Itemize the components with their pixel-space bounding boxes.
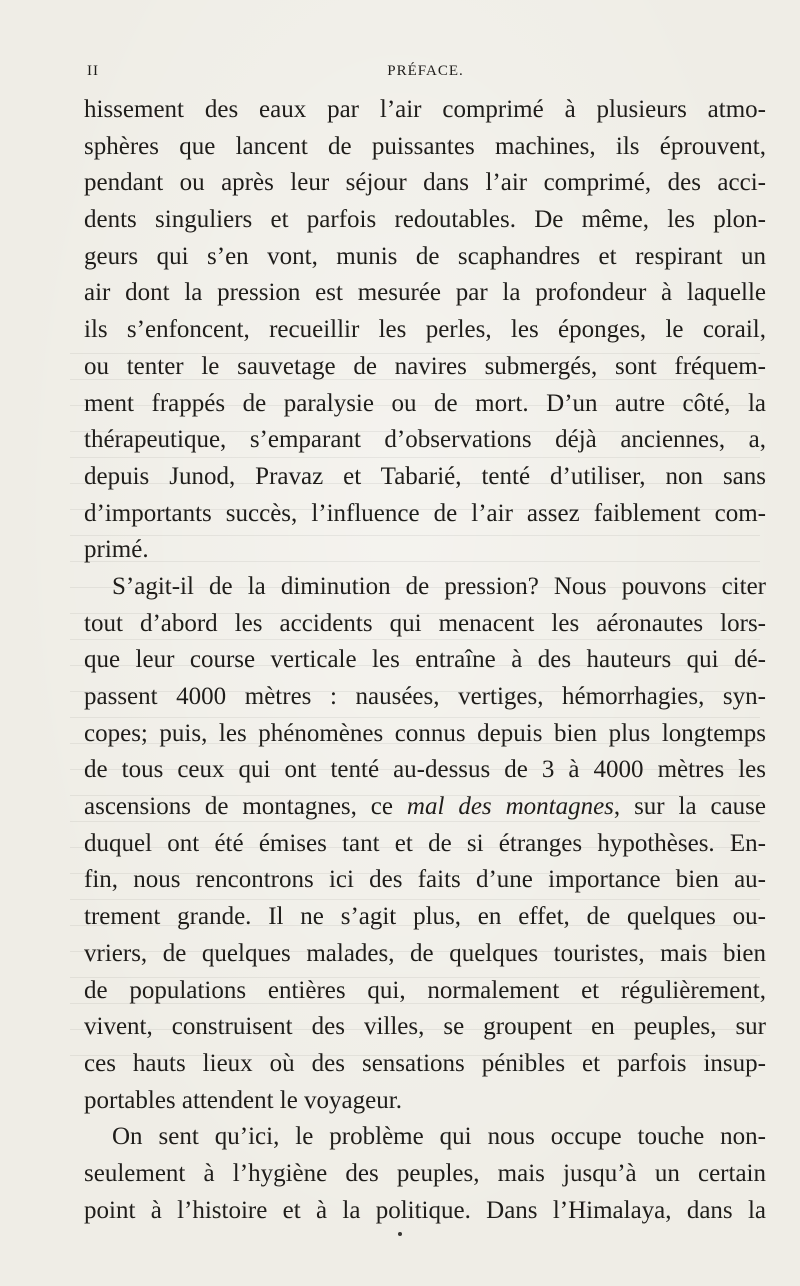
text-line: vriers, de quelques malades, de quelques touristes, mais bien <box>84 939 766 967</box>
italic-term: mal des montagnes <box>406 793 614 821</box>
text-line: fin, nous rencontrons ici des faits d’une importance bien au- <box>84 866 766 894</box>
text-line: copes; puis, les phénomènes connus depuis bien plus longtemps <box>84 719 766 747</box>
text-line: S’agit-il de la diminution de pression? Nous pouvons citer <box>112 572 766 600</box>
text-line: que leur course verticale les entraîne à des hauteurs qui dé- <box>84 646 766 674</box>
text-line: depuis Junod, Pravaz et Tabarié, tenté d’utiliser, non sans <box>84 462 766 490</box>
page-number: II <box>87 63 99 79</box>
text-line: tout d’abord les accidents qui menacent les aéronautes lors- <box>84 609 766 637</box>
text-line: ils s’enfoncent, recueillir les perles, les éponges, le corail, <box>84 316 766 344</box>
text-line: ment frappés de paralysie ou de mort. D’un autre côté, la <box>84 389 766 417</box>
text-line: geurs qui s’en vont, munis de scaphandres et respirant un <box>84 242 766 270</box>
text-line: seulement à l’hygiène des peuples, mais jusqu’à un certain <box>84 1159 766 1187</box>
text-line: sphères que lancent de puissantes machines, ils éprouvent, <box>84 132 766 160</box>
text-line: On sent qu’ici, le problème qui nous occupe touche non- <box>112 1123 766 1151</box>
text-line: pendant ou après leur séjour dans l’air comprimé, des acci- <box>84 169 766 197</box>
text-line: d’importants succès, l’influence de l’air assez faiblement com- <box>84 499 766 527</box>
text-line: hissement des eaux par l’air comprimé à plusieurs atmo- <box>84 96 766 123</box>
running-head: PRÉFACE. <box>387 63 464 79</box>
text-line: air dont la pression est mesurée par la profondeur à laquelle <box>84 279 766 307</box>
text-line: primé. <box>84 536 149 564</box>
text-line: thérapeutique, s’emparant d’observations déjà anciennes, a, <box>84 426 766 454</box>
text-line: portables attendent le voyageur. <box>84 1086 402 1114</box>
text-line: duquel ont été émises tant et de si étranges hypothèses. En- <box>84 829 766 857</box>
paragraph <box>84 569 766 1119</box>
text-line: trement grande. Il ne s’agit plus, en effet, de quelques ou- <box>84 903 766 931</box>
page-header <box>87 63 764 85</box>
body-text <box>84 92 766 1229</box>
text-line: ascensions de montagnes, ce mal des montagnes, sur la cause <box>84 793 766 821</box>
text-line: point à l’histoire et à la politique. Dans l’Himalaya, dans la <box>84 1196 766 1224</box>
printer-mark <box>398 1232 402 1236</box>
text-line: de populations entières qui, normalement et régulièrement, <box>84 976 766 1004</box>
text-line: ou tenter le sauvetage de navires submergés, sont fréquem- <box>84 352 766 380</box>
paragraph <box>84 1119 766 1229</box>
text-line: de tous ceux qui ont tenté au-dessus de 3 à 4000 mètres les <box>84 756 766 784</box>
text-line: vivent, construisent des villes, se groupent en peuples, sur <box>84 1013 766 1041</box>
text-line: ces hauts lieux où des sensations pénibles et parfois insup- <box>84 1049 766 1077</box>
text-line: dents singuliers et parfois redoutables. De même, les plon- <box>84 206 766 234</box>
text-line: passent 4000 mètres : nausées, vertiges, hémorrhagies, syn- <box>84 683 766 710</box>
paragraph <box>84 92 766 569</box>
